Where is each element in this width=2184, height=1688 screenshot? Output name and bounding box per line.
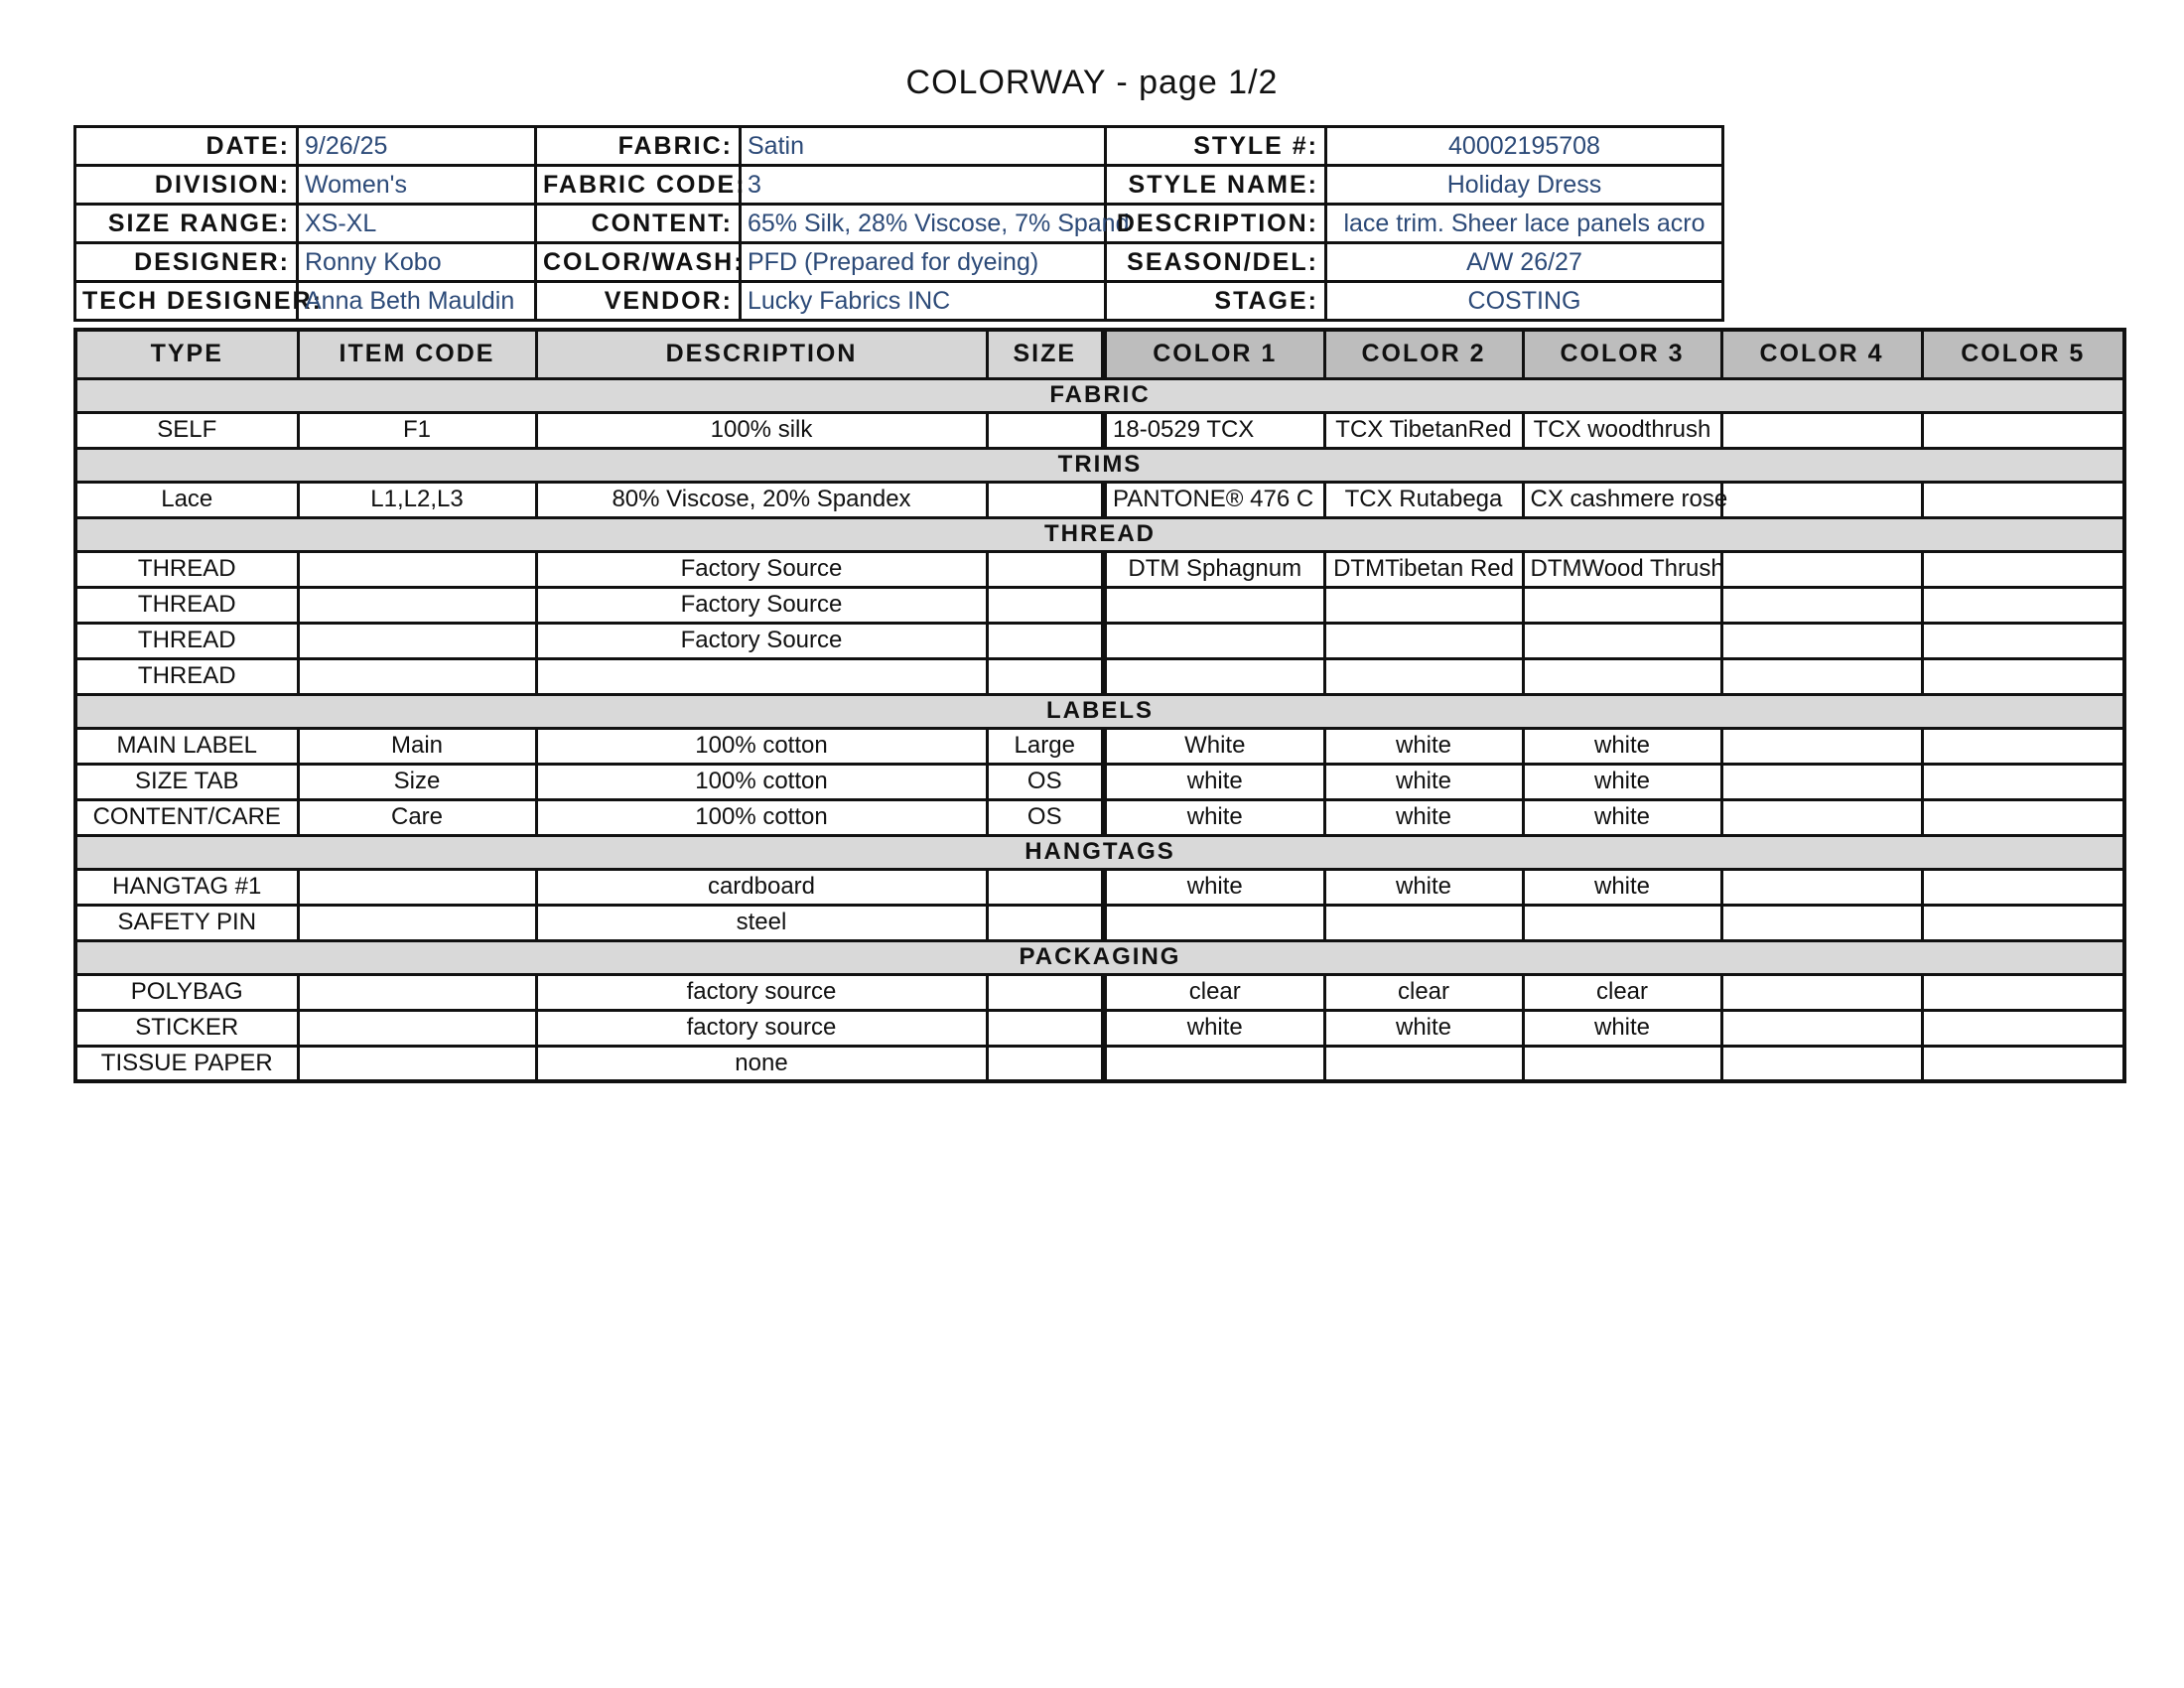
section-row bbox=[75, 940, 2124, 974]
table-cell bbox=[1721, 869, 1922, 905]
table-cell: POLYBAG bbox=[75, 974, 298, 1010]
table-cell bbox=[1523, 1046, 1721, 1081]
table-cell bbox=[987, 1046, 1104, 1081]
table-cell: clear bbox=[1523, 974, 1721, 1010]
section-label: FABRIC bbox=[75, 378, 2124, 412]
info-label: DATE: bbox=[75, 127, 298, 166]
table-cell bbox=[1324, 1046, 1523, 1081]
table-cell bbox=[1922, 974, 2124, 1010]
table-cell bbox=[1324, 623, 1523, 658]
table-cell: STICKER bbox=[75, 1010, 298, 1046]
info-value: 65% Silk, 28% Viscose, 7% Spand bbox=[741, 205, 1106, 243]
info-value: 9/26/25 bbox=[298, 127, 536, 166]
table-cell: Factory Source bbox=[536, 587, 987, 623]
info-label: STAGE: bbox=[1106, 282, 1326, 321]
column-header: DESCRIPTION bbox=[536, 330, 987, 378]
info-value: Satin bbox=[741, 127, 1106, 166]
table-cell bbox=[987, 658, 1104, 694]
table-cell: CX cashmere rose bbox=[1523, 482, 1721, 517]
table-cell bbox=[1721, 905, 1922, 940]
info-value: 40002195708 bbox=[1326, 127, 1723, 166]
column-header: COLOR 5 bbox=[1922, 330, 2124, 378]
table-cell: 100% cotton bbox=[536, 799, 987, 835]
table-cell: clear bbox=[1324, 974, 1523, 1010]
table-cell: THREAD bbox=[75, 623, 298, 658]
info-row bbox=[75, 205, 1723, 243]
table-row bbox=[75, 587, 2124, 623]
table-cell bbox=[1922, 412, 2124, 448]
table-cell bbox=[1922, 623, 2124, 658]
table-row bbox=[75, 728, 2124, 764]
info-row bbox=[75, 243, 1723, 282]
table-cell: white bbox=[1104, 1010, 1324, 1046]
table-cell: clear bbox=[1104, 974, 1324, 1010]
table-cell bbox=[1721, 728, 1922, 764]
table-cell bbox=[1922, 799, 2124, 835]
table-cell: THREAD bbox=[75, 587, 298, 623]
table-cell: CONTENT/CARE bbox=[75, 799, 298, 835]
table-cell bbox=[298, 587, 536, 623]
table-cell bbox=[1104, 658, 1324, 694]
column-header: COLOR 3 bbox=[1523, 330, 1721, 378]
info-label: FABRIC: bbox=[536, 127, 741, 166]
info-value: PFD (Prepared for dyeing) bbox=[741, 243, 1106, 282]
table-cell bbox=[1104, 1046, 1324, 1081]
table-cell: PANTONE® 476 C bbox=[1104, 482, 1324, 517]
info-label: COLOR/WASH: bbox=[536, 243, 741, 282]
info-label: VENDOR: bbox=[536, 282, 741, 321]
table-cell: factory source bbox=[536, 1010, 987, 1046]
table-cell: 100% cotton bbox=[536, 728, 987, 764]
info-label: CONTENT: bbox=[536, 205, 741, 243]
table-cell bbox=[1721, 551, 1922, 587]
table-cell bbox=[536, 658, 987, 694]
table-row bbox=[75, 974, 2124, 1010]
column-header: ITEM CODE bbox=[298, 330, 536, 378]
section-row bbox=[75, 378, 2124, 412]
table-cell bbox=[987, 623, 1104, 658]
table-cell: white bbox=[1523, 799, 1721, 835]
table-cell bbox=[1721, 764, 1922, 799]
section-label: HANGTAGS bbox=[75, 835, 2124, 869]
table-cell: TCX TibetanRed bbox=[1324, 412, 1523, 448]
table-cell: Large bbox=[987, 728, 1104, 764]
table-cell bbox=[1104, 623, 1324, 658]
style-info-table bbox=[73, 125, 1724, 322]
table-cell bbox=[298, 869, 536, 905]
colorway-table bbox=[73, 328, 2126, 1083]
table-cell bbox=[1104, 905, 1324, 940]
table-cell bbox=[1324, 658, 1523, 694]
table-cell bbox=[1324, 587, 1523, 623]
table-cell: white bbox=[1104, 799, 1324, 835]
table-cell: cardboard bbox=[536, 869, 987, 905]
table-cell bbox=[987, 482, 1104, 517]
table-cell bbox=[987, 551, 1104, 587]
table-cell: 18-0529 TCX bbox=[1104, 412, 1324, 448]
info-value: Lucky Fabrics INC bbox=[741, 282, 1106, 321]
info-value: Anna Beth Mauldin bbox=[298, 282, 536, 321]
section-label: THREAD bbox=[75, 517, 2124, 551]
info-value: XS-XL bbox=[298, 205, 536, 243]
table-row bbox=[75, 1046, 2124, 1081]
info-row bbox=[75, 127, 1723, 166]
section-row bbox=[75, 448, 2124, 482]
column-header: SIZE bbox=[987, 330, 1104, 378]
info-value: lace trim. Sheer lace panels acro bbox=[1326, 205, 1723, 243]
table-cell: HANGTAG #1 bbox=[75, 869, 298, 905]
table-row bbox=[75, 623, 2124, 658]
table-cell: white bbox=[1324, 799, 1523, 835]
table-cell: DTM Sphagnum bbox=[1104, 551, 1324, 587]
table-cell bbox=[1922, 587, 2124, 623]
table-row bbox=[75, 551, 2124, 587]
table-cell bbox=[1523, 658, 1721, 694]
info-value: COSTING bbox=[1326, 282, 1723, 321]
table-cell: THREAD bbox=[75, 658, 298, 694]
table-cell: White bbox=[1104, 728, 1324, 764]
table-cell: Size bbox=[298, 764, 536, 799]
table-cell: white bbox=[1523, 1010, 1721, 1046]
table-cell bbox=[1922, 728, 2124, 764]
table-cell bbox=[1922, 551, 2124, 587]
table-cell: 80% Viscose, 20% Spandex bbox=[536, 482, 987, 517]
table-cell: white bbox=[1104, 869, 1324, 905]
table-cell bbox=[1523, 905, 1721, 940]
table-row bbox=[75, 764, 2124, 799]
table-cell: white bbox=[1523, 764, 1721, 799]
table-cell: Lace bbox=[75, 482, 298, 517]
table-cell bbox=[1721, 1046, 1922, 1081]
table-cell bbox=[1721, 482, 1922, 517]
table-cell bbox=[298, 1010, 536, 1046]
info-row bbox=[75, 166, 1723, 205]
table-cell bbox=[298, 1046, 536, 1081]
table-cell: OS bbox=[987, 764, 1104, 799]
info-label: DESIGNER: bbox=[75, 243, 298, 282]
table-cell bbox=[1922, 482, 2124, 517]
table-cell bbox=[298, 974, 536, 1010]
table-cell: THREAD bbox=[75, 551, 298, 587]
table-cell: TISSUE PAPER bbox=[75, 1046, 298, 1081]
table-cell: white bbox=[1324, 764, 1523, 799]
section-row bbox=[75, 517, 2124, 551]
table-cell: white bbox=[1324, 728, 1523, 764]
table-cell bbox=[987, 1010, 1104, 1046]
table-cell: white bbox=[1523, 728, 1721, 764]
info-value: 3 bbox=[741, 166, 1106, 205]
table-cell bbox=[1721, 1010, 1922, 1046]
table-cell bbox=[1324, 905, 1523, 940]
table-cell bbox=[1922, 1010, 2124, 1046]
table-cell: Care bbox=[298, 799, 536, 835]
table-cell bbox=[987, 587, 1104, 623]
table-cell bbox=[298, 905, 536, 940]
info-row bbox=[75, 282, 1723, 321]
table-cell: white bbox=[1324, 1010, 1523, 1046]
table-cell: 100% silk bbox=[536, 412, 987, 448]
table-cell: TCX Rutabega bbox=[1324, 482, 1523, 517]
table-row bbox=[75, 905, 2124, 940]
table-cell: DTMWood Thrush bbox=[1523, 551, 1721, 587]
column-header: COLOR 2 bbox=[1324, 330, 1523, 378]
table-cell bbox=[987, 412, 1104, 448]
info-label: TECH DESIGNER: bbox=[75, 282, 298, 321]
info-label: DESCRIPTION: bbox=[1106, 205, 1326, 243]
table-cell bbox=[1721, 587, 1922, 623]
table-cell: Main bbox=[298, 728, 536, 764]
section-label: PACKAGING bbox=[75, 940, 2124, 974]
info-value: Ronny Kobo bbox=[298, 243, 536, 282]
info-label: SIZE RANGE: bbox=[75, 205, 298, 243]
table-cell bbox=[987, 869, 1104, 905]
column-header: COLOR 1 bbox=[1104, 330, 1324, 378]
table-cell bbox=[987, 905, 1104, 940]
info-label: STYLE NAME: bbox=[1106, 166, 1326, 205]
info-value: A/W 26/27 bbox=[1326, 243, 1723, 282]
table-row bbox=[75, 482, 2124, 517]
table-row bbox=[75, 799, 2124, 835]
column-header: COLOR 4 bbox=[1721, 330, 1922, 378]
header-row bbox=[75, 330, 2124, 378]
table-cell: Factory Source bbox=[536, 623, 987, 658]
section-row bbox=[75, 835, 2124, 869]
table-cell bbox=[1721, 412, 1922, 448]
table-cell bbox=[1922, 905, 2124, 940]
table-row bbox=[75, 869, 2124, 905]
table-cell: 100% cotton bbox=[536, 764, 987, 799]
section-label: TRIMS bbox=[75, 448, 2124, 482]
section-label: LABELS bbox=[75, 694, 2124, 728]
table-row bbox=[75, 1010, 2124, 1046]
table-cell bbox=[1523, 587, 1721, 623]
table-cell: F1 bbox=[298, 412, 536, 448]
table-cell: MAIN LABEL bbox=[75, 728, 298, 764]
info-label: STYLE #: bbox=[1106, 127, 1326, 166]
page-title: COLORWAY - page 1/2 bbox=[905, 64, 1279, 101]
table-cell: OS bbox=[987, 799, 1104, 835]
table-cell: DTMTibetan Red bbox=[1324, 551, 1523, 587]
table-row bbox=[75, 412, 2124, 448]
table-cell: L1,L2,L3 bbox=[298, 482, 536, 517]
table-cell: SIZE TAB bbox=[75, 764, 298, 799]
table-cell bbox=[1721, 623, 1922, 658]
info-label: DIVISION: bbox=[75, 166, 298, 205]
table-cell bbox=[298, 623, 536, 658]
table-cell: Factory Source bbox=[536, 551, 987, 587]
table-cell: SAFETY PIN bbox=[75, 905, 298, 940]
table-cell: steel bbox=[536, 905, 987, 940]
table-cell bbox=[298, 551, 536, 587]
table-cell: white bbox=[1324, 869, 1523, 905]
table-cell bbox=[1721, 658, 1922, 694]
table-cell bbox=[987, 974, 1104, 1010]
table-cell bbox=[1523, 623, 1721, 658]
table-cell bbox=[298, 658, 536, 694]
table-cell bbox=[1922, 658, 2124, 694]
table-row bbox=[75, 658, 2124, 694]
table-cell: factory source bbox=[536, 974, 987, 1010]
table-cell: white bbox=[1104, 764, 1324, 799]
info-label: SEASON/DEL: bbox=[1106, 243, 1326, 282]
table-cell: none bbox=[536, 1046, 987, 1081]
table-cell bbox=[1104, 587, 1324, 623]
info-value: Holiday Dress bbox=[1326, 166, 1723, 205]
table-cell bbox=[1721, 974, 1922, 1010]
column-header: TYPE bbox=[75, 330, 298, 378]
table-cell bbox=[1922, 764, 2124, 799]
table-cell: white bbox=[1523, 869, 1721, 905]
table-cell bbox=[1922, 1046, 2124, 1081]
section-row bbox=[75, 694, 2124, 728]
table-cell bbox=[1721, 799, 1922, 835]
info-label: FABRIC CODE: bbox=[536, 166, 741, 205]
table-cell bbox=[1922, 869, 2124, 905]
info-value: Women's bbox=[298, 166, 536, 205]
table-cell: TCX woodthrush bbox=[1523, 412, 1721, 448]
table-cell: SELF bbox=[75, 412, 298, 448]
